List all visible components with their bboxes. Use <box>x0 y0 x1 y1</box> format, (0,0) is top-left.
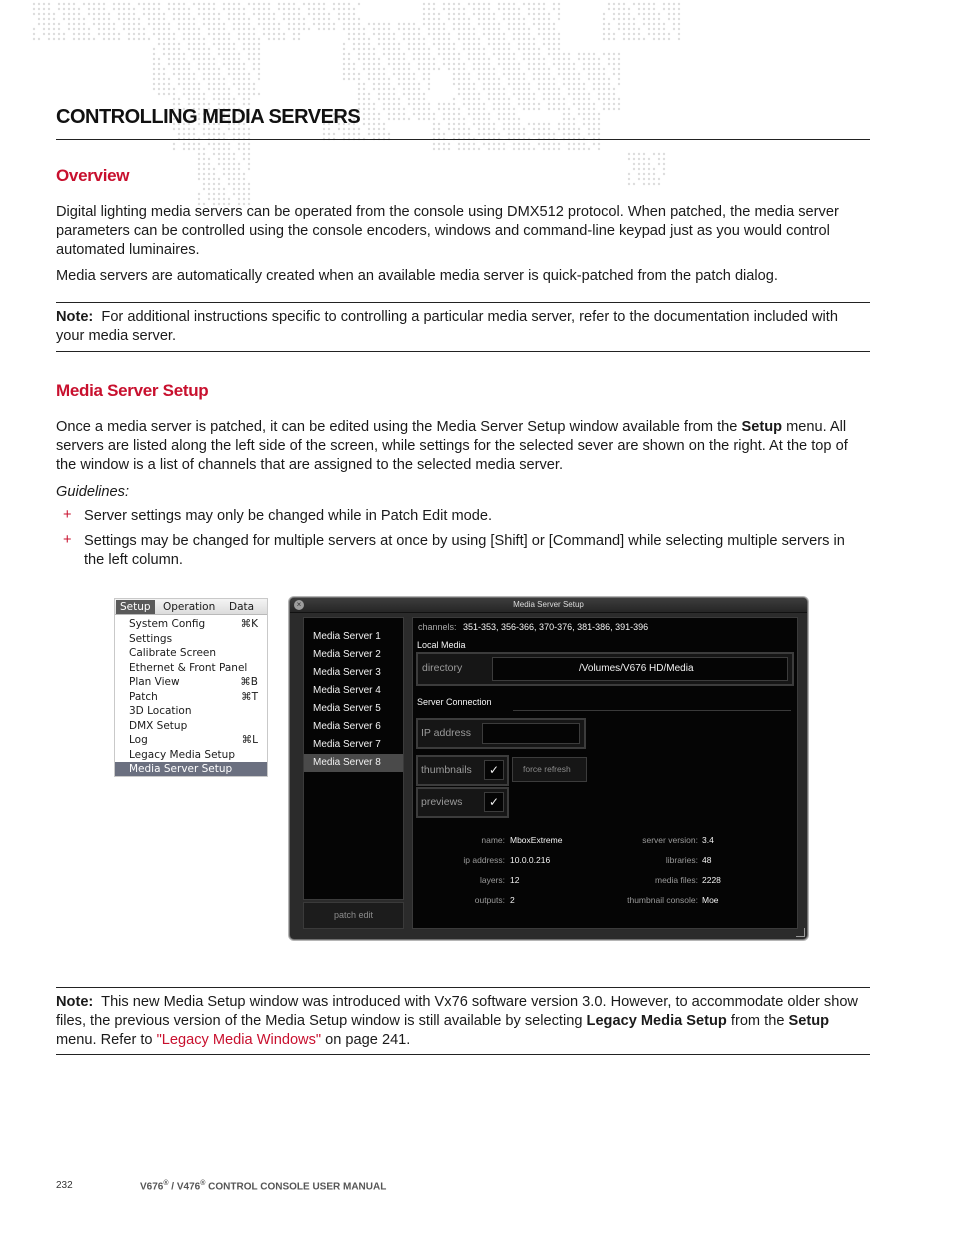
directory-label: directory <box>422 662 463 674</box>
menu-item[interactable] <box>115 704 267 718</box>
local-media-heading: Local Media <box>417 640 466 650</box>
menu-item-label: Patch <box>129 690 158 703</box>
menu-item[interactable] <box>115 733 267 747</box>
force-refresh-label: force refresh <box>523 764 571 774</box>
menu-item-label: 3D Location <box>129 705 192 717</box>
server-list-item-label: Media Server 6 <box>313 721 381 732</box>
info-server-version-label: server version: <box>642 835 698 845</box>
divider <box>513 710 791 711</box>
info-outputs-value: 2 <box>510 895 515 905</box>
server-list-item-label: Media Server 3 <box>313 667 381 678</box>
thumbnails-checkbox[interactable]: ✓ <box>484 760 504 780</box>
title-rule <box>56 139 870 140</box>
section-title: CONTROLLING MEDIA SERVERS <box>56 106 361 128</box>
menu-item-label: Ethernet & Front Panel <box>129 661 248 674</box>
menu-item[interactable] <box>115 748 267 762</box>
note-2-label: Note: <box>56 994 94 1010</box>
server-list-item[interactable] <box>304 718 403 736</box>
menu-item-label: Calibrate Screen <box>129 647 217 659</box>
directory-group <box>416 652 794 686</box>
menu-item[interactable] <box>115 646 267 660</box>
server-list-item-label: Media Server 8 <box>313 757 381 768</box>
menu-item-shortcut: ⌘K <box>240 618 258 630</box>
registered-mark: ® <box>200 1180 206 1187</box>
setup-menu-ref: Setup <box>741 419 783 435</box>
setup-text-a: Once a media server is patched, it can be edited using the Media Server Setup window available from the <box>56 419 738 435</box>
info-ip-label: ip address: <box>463 855 505 865</box>
server-list-item-label: Media Server 2 <box>313 649 381 660</box>
note-2-rule-top <box>56 987 870 988</box>
server-list-item[interactable] <box>304 682 403 700</box>
product-a: V676 <box>140 1181 164 1193</box>
server-list-item-label: Media Server 7 <box>313 739 381 750</box>
server-list-item-label: Media Server 4 <box>313 685 381 696</box>
menu-item-label: Legacy Media Setup <box>129 748 235 761</box>
window-title: Media Server Setup <box>290 598 807 613</box>
directory-value: /Volumes/V676 HD/Media <box>579 663 694 674</box>
guidelines-label: Guidelines: <box>56 484 130 500</box>
settings-panel <box>412 617 798 929</box>
channels-label: channels: <box>418 622 457 632</box>
menu-bar <box>115 599 267 615</box>
info-layers-label: layers: <box>479 875 505 885</box>
legacy-media-windows-link[interactable]: "Legacy Media Windows" <box>156 1032 322 1048</box>
media-server-setup-window <box>289 597 808 940</box>
info-media-files-label: media files: <box>655 875 698 885</box>
server-list-item[interactable] <box>304 700 403 718</box>
menu-item[interactable] <box>115 661 267 675</box>
server-connection-heading: Server Connection <box>417 697 492 707</box>
info-media-files-value: 2228 <box>702 875 721 885</box>
note-2-setup-ref: Setup <box>788 1013 830 1029</box>
product-b: / V476 <box>168 1181 201 1193</box>
menu-data[interactable]: Data <box>229 601 255 613</box>
info-server-version-value: 3.4 <box>702 835 714 845</box>
note-text: For additional instructions specific to controlling a particular media server, refer to the documentation included with your media server. <box>56 309 838 344</box>
server-list-item[interactable] <box>304 754 403 772</box>
info-ip-value: 10.0.0.216 <box>510 855 551 865</box>
menu-item-label: Settings <box>129 632 173 645</box>
setup-menu <box>114 598 268 777</box>
menu-setup[interactable]: Setup <box>116 600 155 614</box>
registered-mark: ® <box>163 1180 169 1187</box>
page-number: 232 <box>56 1180 73 1191</box>
note-2-legacy-ref: Legacy Media Setup <box>586 1013 727 1029</box>
menu-item[interactable] <box>115 719 267 733</box>
ip-address-label: IP address <box>421 727 472 739</box>
ip-address-field[interactable] <box>482 723 580 744</box>
info-libraries-value: 48 <box>702 855 712 865</box>
info-layers-value: 12 <box>510 875 520 885</box>
info-name-label: name: <box>481 835 505 845</box>
note-2-text-b: from the <box>730 1013 785 1029</box>
manual-title <box>140 1180 386 1192</box>
thumbnails-label: thumbnails <box>421 764 472 776</box>
patch-edit-button[interactable]: patch edit <box>303 902 404 929</box>
server-list-item[interactable] <box>304 646 403 664</box>
close-icon[interactable]: × <box>294 600 304 610</box>
bullet-item: Server settings may only be changed while in Patch Edit mode. <box>84 508 493 524</box>
note-2-text-a: This new Media Setup window was introduced with Vx76 software version 3.0. However, to accommodate older show files, the previous version of the Media Setup window is still available by selecting <box>56 994 858 1029</box>
note-label: Note: <box>56 309 94 325</box>
bullet-item: Settings may be changed for multiple servers at once by using [Shift] or [Command] while selecting multiple servers in the left column. <box>84 533 845 568</box>
thumbnails-toggle[interactable] <box>416 755 509 786</box>
menu-item-shortcut: ⌘T <box>241 690 258 703</box>
server-list-item-label: Media Server 5 <box>313 703 381 714</box>
setup-paragraph <box>56 418 870 475</box>
previews-checkbox[interactable]: ✓ <box>484 792 504 812</box>
menu-item-label: Media Server Setup <box>129 763 233 775</box>
info-name-value: MboxExtreme <box>510 835 563 845</box>
bullet-marker: + <box>63 532 72 548</box>
info-thumbnail-console-label: thumbnail console: <box>627 895 698 905</box>
server-list-item[interactable] <box>304 628 403 646</box>
note-rule-bottom <box>56 351 870 352</box>
note-1 <box>56 308 870 346</box>
previews-toggle[interactable] <box>416 787 509 818</box>
menu-item-label: Plan View <box>129 676 180 688</box>
note-2-text-c: menu. Refer to <box>56 1032 153 1048</box>
menu-item-label: Log <box>129 734 148 746</box>
server-list-item-label: Media Server 1 <box>313 631 381 642</box>
world-map-graphic <box>0 0 954 210</box>
info-outputs-label: outputs: <box>474 895 505 905</box>
menu-item-shortcut: ⌘B <box>240 676 258 688</box>
menu-item-label: DMX Setup <box>129 719 188 732</box>
menu-item[interactable] <box>115 617 267 631</box>
note-2 <box>56 993 870 1050</box>
previews-label: previews <box>421 796 463 808</box>
menu-item[interactable] <box>115 690 267 704</box>
product-c: CONTROL CONSOLE USER MANUAL <box>205 1181 387 1193</box>
overview-heading: Overview <box>56 166 130 185</box>
note-2-rule-bottom <box>56 1054 870 1055</box>
directory-field[interactable] <box>492 657 788 681</box>
overview-paragraph-1: Digital lighting media servers can be operated from the console using DMX512 protocol. When patched, the media server parameters can be controlled using the console encoders, windows and command-line keypad just as you would control automated luminaires. <box>56 204 839 258</box>
menu-item[interactable] <box>115 632 267 646</box>
info-libraries-label: libraries: <box>665 855 698 865</box>
menu-item[interactable] <box>115 762 267 776</box>
server-list-item[interactable] <box>304 664 403 682</box>
resize-handle-icon[interactable] <box>796 928 805 937</box>
menu-operation[interactable]: Operation <box>163 601 216 613</box>
menu-item[interactable] <box>115 675 267 689</box>
menu-item-shortcut: ⌘L <box>241 734 258 746</box>
bullet-marker: + <box>63 507 72 523</box>
force-refresh-button[interactable] <box>512 757 587 782</box>
overview-paragraph-2: Media servers are automatically created when an available media server is quick-patched from the patch dialog. <box>56 268 778 284</box>
setup-text-b: menu. All servers are listed along the left side of the screen, while settings for the selected sever are shown on the right. At the top of the window is a list of channels that are assigned to the selected media server. <box>56 419 848 473</box>
ip-address-group <box>416 718 586 749</box>
info-thumbnail-console-value: Moe <box>702 895 719 905</box>
server-list-item[interactable] <box>304 736 403 754</box>
channels-value: 351-353, 356-366, 370-376, 381-386, 391-396 <box>463 622 649 632</box>
note-rule-top <box>56 302 870 303</box>
menu-item-label: System Config <box>129 618 206 630</box>
note-2-text-d: on page 241. <box>325 1032 411 1048</box>
setup-heading: Media Server Setup <box>56 381 209 400</box>
